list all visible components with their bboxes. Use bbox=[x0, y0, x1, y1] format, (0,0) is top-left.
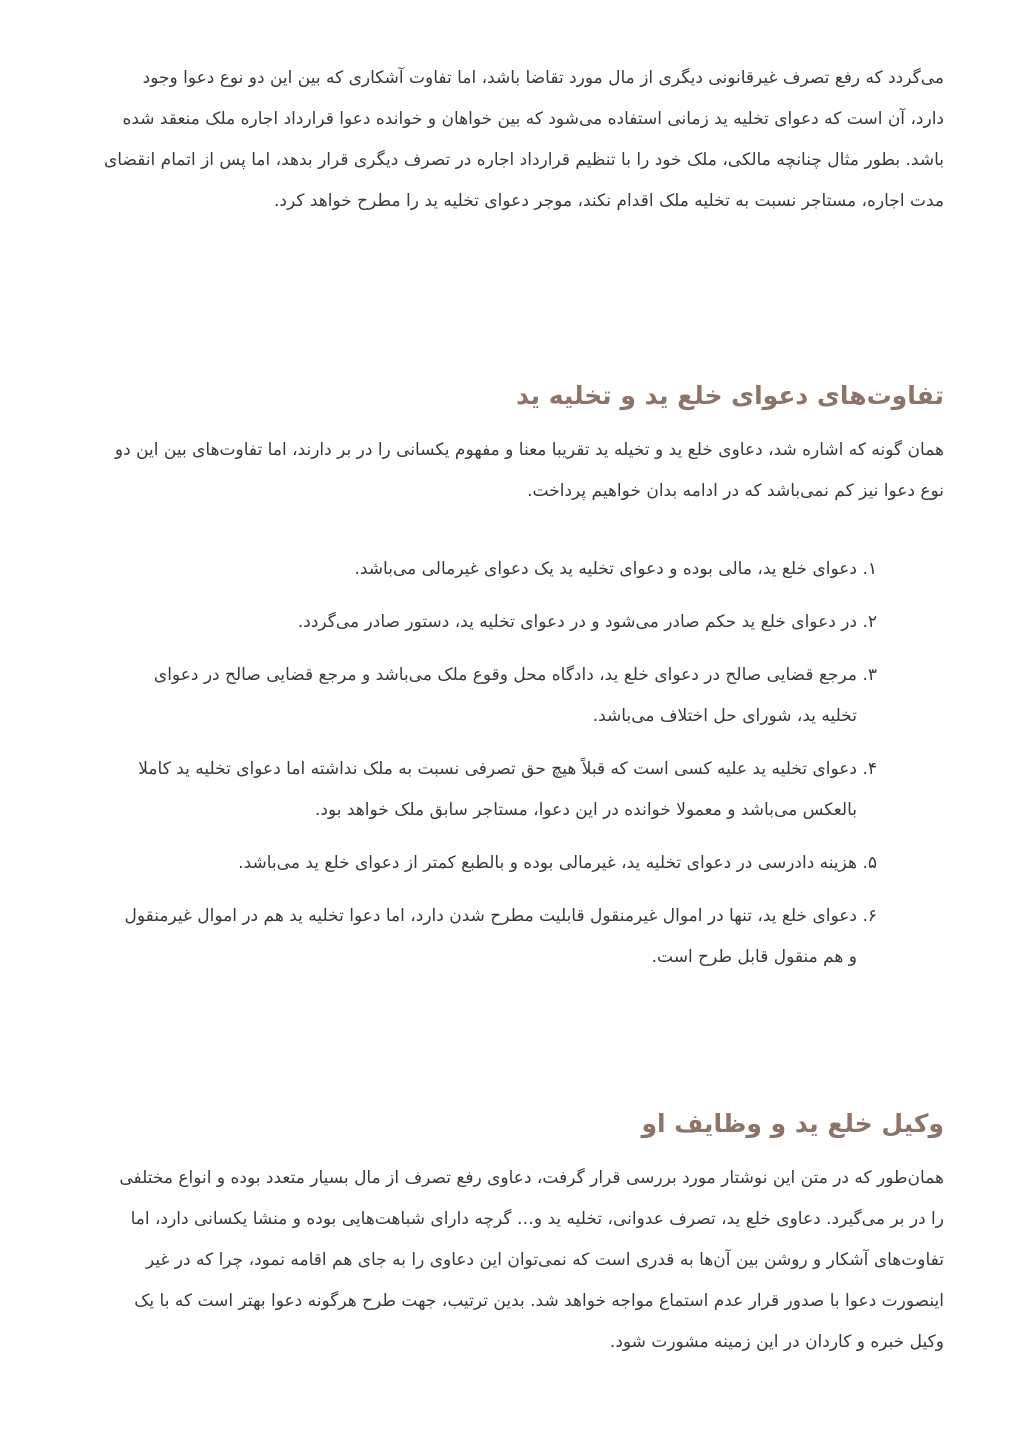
list-item-text: هزینه دادرسی در دعوای تخلیه ید، غیرمالی بوده و بالطبع کمتر از دعوای خلع ید می‌باشد. bbox=[238, 853, 857, 873]
differences-heading: تفاوت‌های دعوای خلع ید و تخلیه ید bbox=[516, 381, 944, 410]
differences-heading-wrap bbox=[104, 376, 944, 416]
differences-intro-wrap bbox=[104, 430, 944, 512]
list-item bbox=[117, 749, 877, 831]
list-item-number: ۵. bbox=[862, 853, 877, 873]
lawyer-heading-wrap bbox=[104, 1104, 944, 1144]
list-item-text: دعوای تخلیه ید علیه کسی است که قبلاً هیچ حق تصرفی نسبت به ملک نداشته اما دعوای تخلیه ید کاملا بالعکس می‌باشد و معمولا خوانده در این دعوا، مستاجر سابق ملک خواهد بود. bbox=[138, 759, 857, 820]
list-item-number: ۲. bbox=[862, 612, 877, 632]
list-item-text: مرجع قضایی صالح در دعوای خلع ید، دادگاه محل وقوع ملک می‌باشد و مرجع قضایی صالح در دعوای تخلیه ید، شورای حل اختلاف می‌باشد. bbox=[153, 665, 857, 726]
list-item-text: دعوای خلع ید، تنها در اموال غیرمنقول قابلیت مطرح شدن دارد، اما دعوا تخلیه ید هم در اموال غیرمنقول و هم منقول قابل طرح است. bbox=[124, 906, 857, 967]
intro-section bbox=[104, 58, 944, 222]
lawyer-paragraph: همان‌طور که در متن این نوشتار مورد بررسی قرار گرفت، دعاوی رفع تصرف از مال بسیار متعدد بوده و انواع مختلفی را در بر می‌گیرد. دعاوی خلع ید، تصرف عدوانی، تخلیه ید و… گرچه دارای شباهت‌هایی بوده و منشا یکسانی دارد، اما تفاوت‌های آشکار و روشن بین آن‌ها به قدری است که نمی‌توان این دعاوی را به جای هم اقامه نمود، چرا که در غیر اینصورت دعوا با صدور قرار عدم استماع مواجه خواهد شد. بدین ترتیب، جهت طرح هرگونه دعوا بهتر است که با یک وکیل خبره و کاردان در این زمینه مشورت شود. bbox=[119, 1168, 944, 1352]
lawyer-paragraph-wrap bbox=[104, 1158, 944, 1363]
list-item-number: ۱. bbox=[862, 559, 877, 579]
differences-list bbox=[117, 549, 877, 978]
list-item-text: دعوای خلع ید، مالی بوده و دعوای تخلیه ید یک دعوای غیرمالی می‌باشد. bbox=[354, 559, 857, 579]
list-item bbox=[117, 602, 877, 643]
list-item-number: ۴. bbox=[862, 759, 877, 779]
list-item bbox=[117, 843, 877, 884]
differences-paragraph: همان گونه که اشاره شد، دعاوی خلع ید و تخیله ید تقریبا معنا و مفهوم یکسانی را در بر دارند، اما تفاوت‌های بین این دو نوع دعوا نیز کم نمی‌باشد که در ادامه بدان خواهیم پرداخت. bbox=[114, 440, 944, 501]
list-item bbox=[117, 896, 877, 978]
list-item bbox=[117, 549, 877, 590]
list-item-number: ۶. bbox=[862, 906, 877, 926]
differences-list-wrap bbox=[117, 549, 877, 990]
list-item-number: ۳. bbox=[862, 665, 877, 685]
list-item bbox=[117, 655, 877, 737]
intro-paragraph: می‌گردد که رفع تصرف غیرقانونی دیگری از مال مورد تقاضا باشد، اما تفاوت آشکاری که بین این دو نوع دعوا وجود دارد، آن است که دعوای تخلیه ید زمانی استفاده می‌شود که بین خواهان و خوانده دعوا قرارداد اجاره ملک منعقد شده باشد. بطور مثال چنانچه مالکی، ملک خود را با تنظیم قرارداد اجاره در تصرف دیگری قرار بدهد، اما پس از اتمام انقضای مدت اجاره، مستاجر نسبت به تخلیه ملک اقدام نکند، موجر دعوای تخلیه ید را مطرح خواهد کرد. bbox=[104, 68, 944, 211]
lawyer-heading: وکیل خلع ید و وظایف او bbox=[641, 1109, 944, 1138]
list-item-text: در دعوای خلع ید حکم صادر می‌شود و در دعوای تخلیه ید، دستور صادر می‌گردد. bbox=[297, 612, 857, 632]
